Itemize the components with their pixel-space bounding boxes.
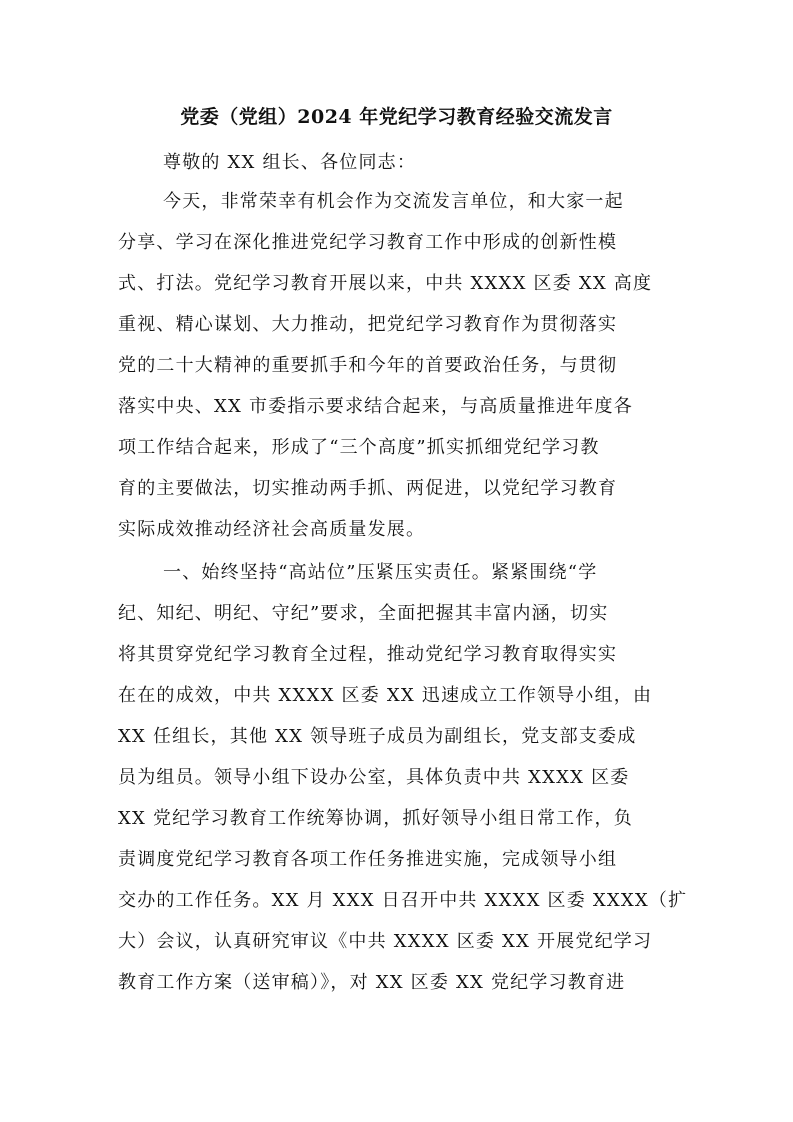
- section-heading-line: 一、始终坚持“高站位”压紧压实责任。紧紧围绕“学: [163, 562, 598, 583]
- paragraph-line: 纪、知纪、明纪、守纪”要求，全面把握其丰富内涵，切实: [118, 603, 609, 624]
- paragraph-line: 项工作结合起来，形成了“三个高度”抓实抓细党纪学习教: [118, 437, 600, 458]
- paragraph-line: 将其贯穿党纪学习教育全过程，推动党纪学习教育取得实实: [118, 644, 618, 665]
- paragraph-line: 今天，非常荣幸有机会作为交流发言单位，和大家一起: [163, 191, 624, 212]
- paragraph-line: 分享、学习在深化推进党纪学习教育工作中形成的创新性模: [118, 232, 618, 253]
- document-title: 党委（党组）2024 年党纪学习教育经验交流发言: [180, 106, 613, 128]
- paragraph-line: 重视、精心谋划、大力推动，把党纪学习教育作为贯彻落实: [118, 314, 618, 335]
- paragraph-line: 在在的成效，中共 XXXX 区委 XX 迅速成立工作领导小组，由: [118, 685, 653, 706]
- paragraph-line: 党的二十大精神的重要抓手和今年的首要政治任务，与贯彻: [118, 355, 618, 376]
- paragraph-line: XX 任组长，其他 XX 领导班子成员为副组长，党支部支委成: [118, 726, 637, 747]
- paragraph-line: 教育工作方案（送审稿）》，对 XX 区委 XX 党纪学习教育进: [118, 972, 626, 993]
- paragraph-line: 交办的工作任务。XX 月 XXX 日召开中共 XXXX 区委 XXXX（扩: [118, 890, 688, 911]
- paragraph-line: XX 党纪学习教育工作统筹协调，抓好领导小组日常工作，负: [118, 808, 633, 829]
- paragraph-line: 育的主要做法，切实推动两手抓、两促进，以党纪学习教育: [118, 478, 618, 499]
- paragraph-line: 责调度党纪学习教育各项工作任务推进实施，完成领导小组: [118, 849, 618, 870]
- paragraph-line: 员为组员。领导小组下设办公室，具体负责中共 XXXX 区委: [118, 767, 630, 788]
- paragraph-line: 落实中央、XX 市委指示要求结合起来，与高质量推进年度各: [118, 396, 633, 417]
- paragraph-line: 大）会议，认真研究审议《中共 XXXX 区委 XX 开展党纪学习: [118, 931, 653, 952]
- paragraph-line: 实际成效推动经济社会高质量发展。: [118, 519, 426, 540]
- salutation: 尊敬的 XX 组长、各位同志：: [163, 152, 417, 173]
- paragraph-line: 式、打法。党纪学习教育开展以来，中共 XXXX 区委 XX 高度: [118, 273, 653, 294]
